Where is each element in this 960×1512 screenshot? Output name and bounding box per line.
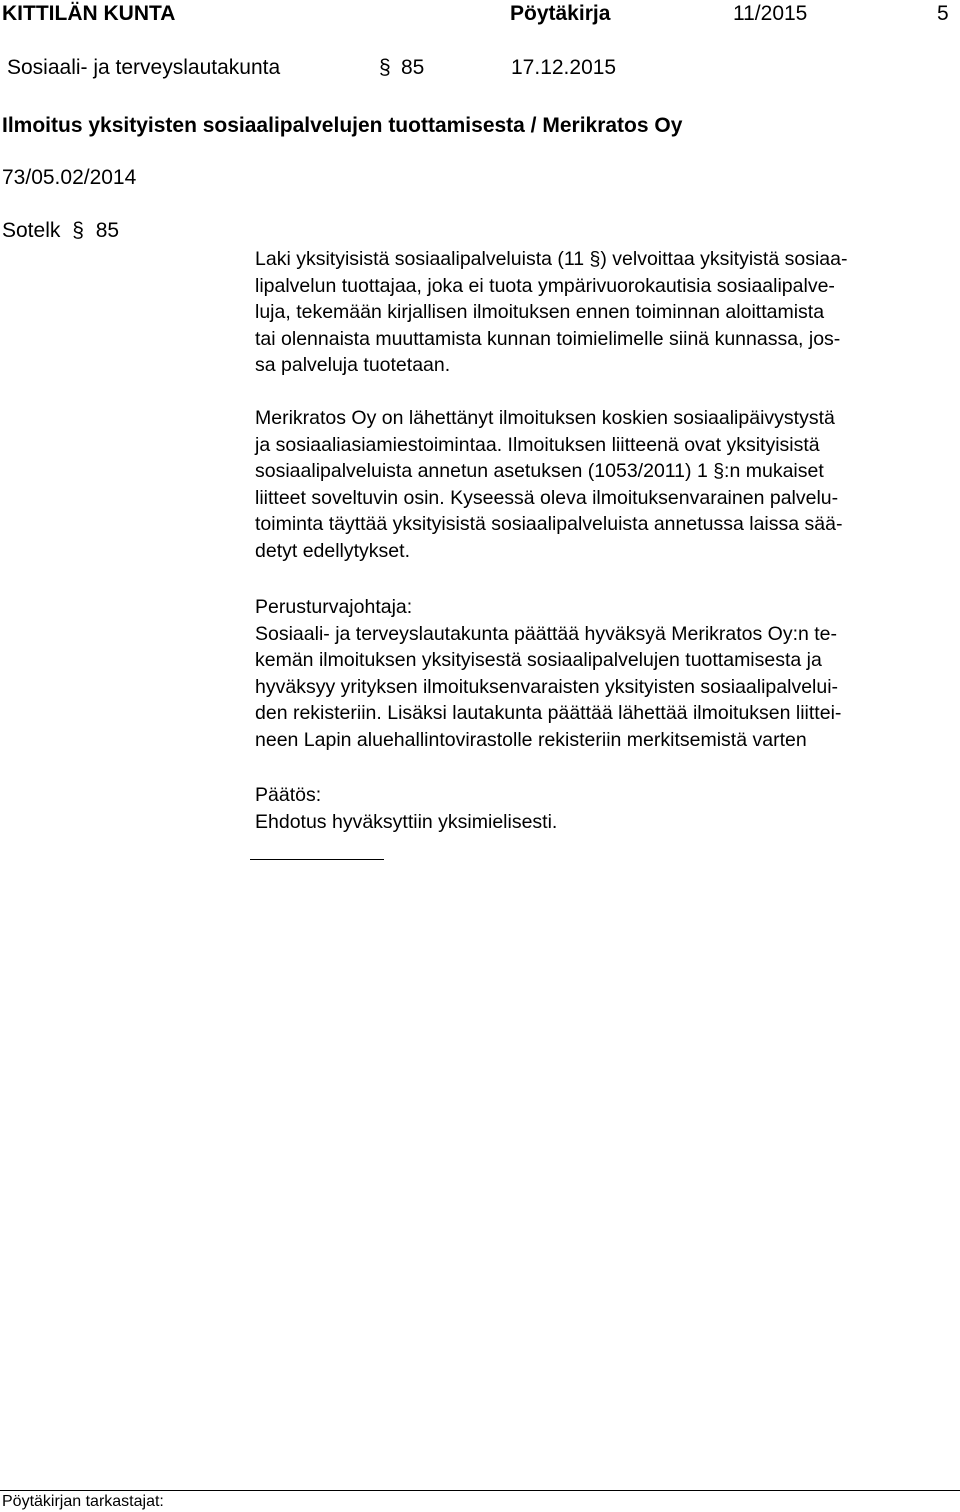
end-rule xyxy=(250,859,384,860)
header-section-number: 85 xyxy=(401,56,425,79)
paragraph-law xyxy=(255,246,955,379)
proposal-block xyxy=(255,594,955,753)
decision-text: Ehdotus hyväksyttiin yksimielisesti. xyxy=(255,810,558,833)
text-line: sosiaalipalveluista annetun asetuksen (1053/2011) 1 §:n mukaiset xyxy=(255,460,824,482)
text-line: hyväksyy yrityksen ilmoituksenvaraisten yksityisten sosiaalipalvelui- xyxy=(255,675,839,698)
decision-block xyxy=(255,782,955,835)
municipality-name: KITTILÄN KUNTA xyxy=(2,2,176,25)
page-number: 5 xyxy=(937,2,949,25)
text-line: kemän ilmoituksen yksityisestä sosiaalipalvelujen tuottamisesta ja xyxy=(255,649,822,671)
footer-divider xyxy=(0,1490,960,1491)
section-label-text: Sotelk xyxy=(2,219,61,242)
committee-name: Sosiaali- ja terveyslautakunta xyxy=(7,56,281,79)
text-line: neen Lapin aluehallintovirastolle rekisteriin merkitsemistä varten xyxy=(255,728,807,751)
text-line: Merikratos Oy on lähettänyt ilmoituksen koskien sosiaalipäivystystä xyxy=(255,407,835,429)
text-line: lipalvelun tuottajaa, joka ei tuota ympärivuorokautisia sosiaalipalve- xyxy=(255,274,835,297)
text-line: den rekisteriin. Lisäksi lautakunta päättää lähettää ilmoituksen liittei- xyxy=(255,702,842,724)
text-line: Laki yksityisistä sosiaalipalveluista (11 §) velvoittaa yksityistä sosiaa- xyxy=(255,248,848,270)
document-number: 11/2015 xyxy=(733,2,808,25)
text-line: detyt edellytykset. xyxy=(255,539,410,562)
section-label-number: 85 xyxy=(95,219,120,242)
section-label xyxy=(2,219,119,243)
footer-label: Pöytäkirjan tarkastajat: xyxy=(2,1493,164,1510)
text-line: toiminta täyttää yksityisistä sosiaalipalveluista annetussa laissa sää- xyxy=(255,513,843,535)
paragraph-notification xyxy=(255,405,955,564)
document-type: Pöytäkirja xyxy=(510,2,611,25)
text-line: luja, tekemään kirjallisen ilmoituksen ennen toiminnan aloittamista xyxy=(255,301,825,323)
text-line: ja sosiaaliasiamiestoimintaa. Ilmoituksen liitteenä ovat yksityisistä xyxy=(255,433,820,456)
proposal-label: Perusturvajohtaja: xyxy=(255,596,413,618)
header-section-symbol: § xyxy=(379,56,391,79)
meeting-date: 17.12.2015 xyxy=(511,56,617,79)
text-line: liitteet soveltuvin osin. Kyseessä oleva ilmoituksenvarainen palvelu- xyxy=(255,486,839,509)
decision-label: Päätös: xyxy=(255,784,322,806)
section-label-symbol: § xyxy=(72,219,84,242)
text-line: tai olennaista muuttamista kunnan toimielimelle siinä kunnassa, jos- xyxy=(255,327,841,350)
item-title: Ilmoitus yksityisten sosiaalipalvelujen tuottamisesta / Merikratos Oy xyxy=(2,114,683,137)
item-reference: 73/05.02/2014 xyxy=(2,166,137,189)
text-line: sa palveluja tuotetaan. xyxy=(255,354,451,376)
text-line: Sosiaali- ja terveyslautakunta päättää hyväksyä Merikratos Oy:n te- xyxy=(255,622,838,645)
